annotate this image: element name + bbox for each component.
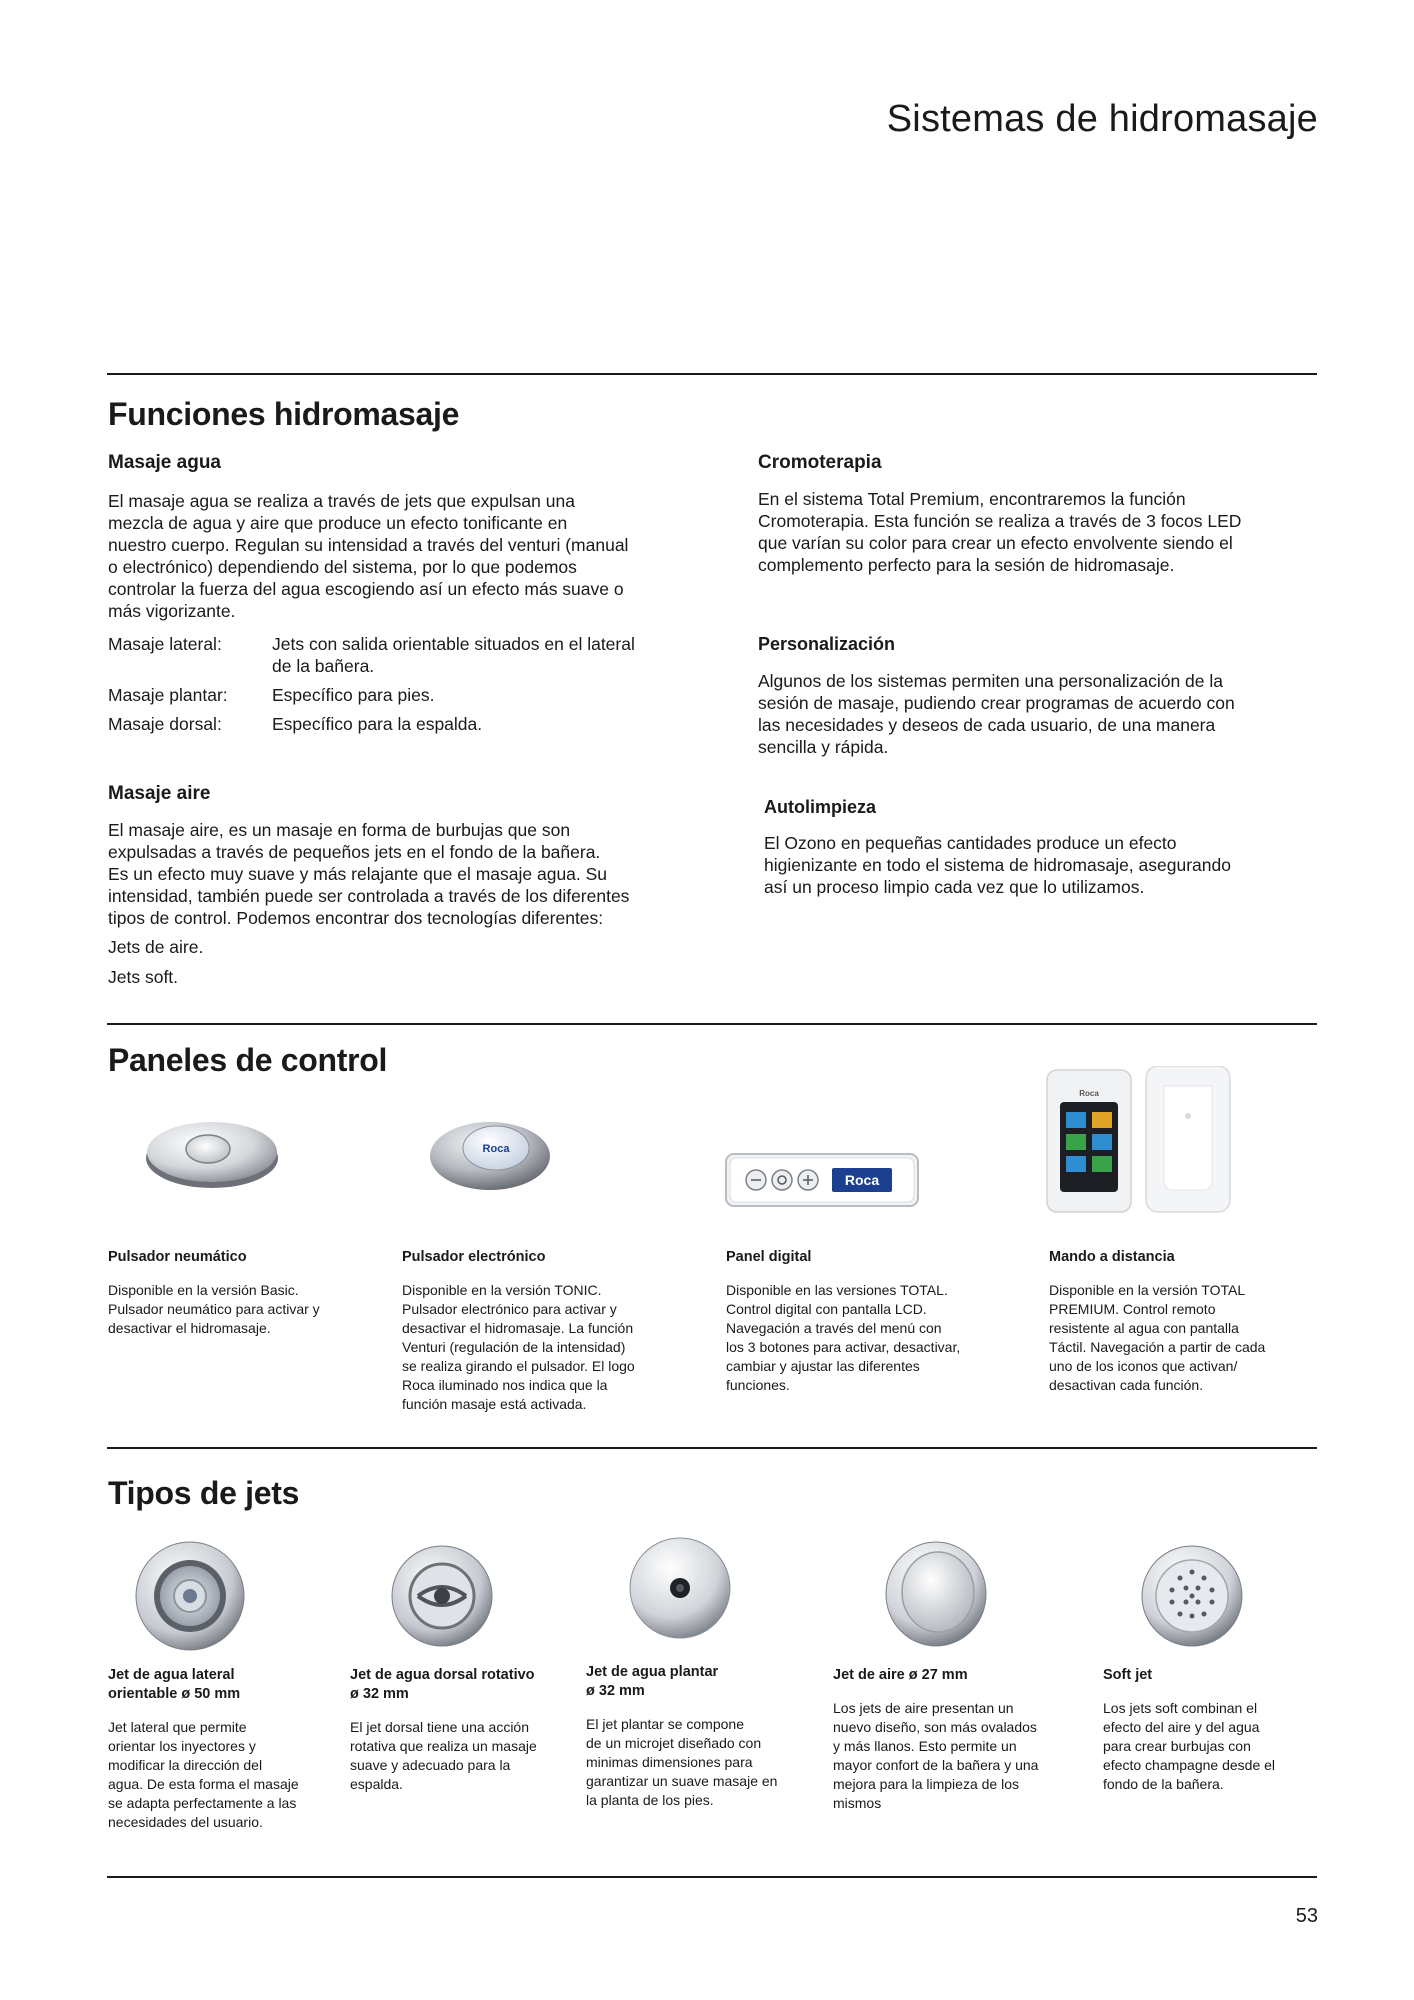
soft-jet-image <box>1140 1540 1244 1652</box>
jet-plantar-image <box>628 1536 732 1640</box>
page-number: 53 <box>1295 1905 1318 1927</box>
panel-description: Disponible en las versiones TOTAL. Control digital con pantalla LCD. Navegación a través del menú con los 3 botones para activar, desactivar, cambiar y ajustar las diferentes funciones. <box>726 1282 961 1393</box>
panel-name: Panel digital <box>726 1249 812 1265</box>
panel-digital-image <box>724 1150 920 1210</box>
personalizacion-block <box>758 634 1318 758</box>
panel-name: Mando a distancia <box>1049 1249 1175 1265</box>
footer-rule <box>107 1876 1317 1878</box>
cromoterapia-text: En el sistema Total Premium, encontraremos la función Cromoterapia. Esta función se realiza a través de 3 focos LED que varían su color para crear un efecto envolvente siendo el complemento perfecto para la sesión de hidromasaje. <box>758 489 1242 575</box>
masaje-plantar-row: Masaje plantar: Específico para pies. <box>108 685 435 705</box>
jet-item <box>1103 1666 1323 1794</box>
pulsador-neumatico-image <box>142 1112 282 1192</box>
jet-description: Los jets de aire presentan un nuevo diseño, son más ovalados y más llanos. Esto permite un mayor confort de la bañera y una mejora para la limpieza de los mismos <box>833 1700 1039 1811</box>
jet-lateral-image <box>134 1540 246 1652</box>
panel-description: Disponible en la versión TONIC. Pulsador electrónico para activar y desactivar el hidromasaje. La función Venturi (regulación de la intensidad) se realiza girando el pulsador. El logo Roca iluminado nos indica que la función masaje está activada. <box>402 1282 635 1412</box>
panel-item <box>1049 1248 1319 1395</box>
heading-personalizacion: Personalización <box>758 634 896 654</box>
panel-item <box>402 1248 672 1414</box>
heading-autolimpieza: Autolimpieza <box>764 797 877 817</box>
jet-item <box>350 1666 580 1794</box>
jet-item <box>586 1663 826 1810</box>
roca-logo: Roca <box>1079 1089 1099 1098</box>
jet-name: Soft jet <box>1103 1667 1153 1683</box>
masaje-dorsal-row: Masaje dorsal: Específico para la espalda. <box>108 714 483 734</box>
heading-masaje-agua: Masaje agua <box>108 452 221 473</box>
jet-name: Jet de agua plantar ø 32 mm <box>586 1664 719 1699</box>
masaje-types-list <box>108 633 708 735</box>
jet-name: Jet de agua dorsal rotativo ø 32 mm <box>350 1667 535 1702</box>
autolimpieza-text: El Ozono en pequeñas cantidades produce un efecto higienizante en todo el sistema de hidromasaje, asegurando así un proceso limpio cada vez que lo utilizamos. <box>764 833 1231 897</box>
jet-name: Jet de agua lateral orientable ø 50 mm <box>108 1667 241 1702</box>
jet-description: El jet dorsal tiene una acción rotativa que realiza un masaje suave y adecuado para la espalda. <box>350 1719 537 1792</box>
heading-cromoterapia: Cromoterapia <box>758 452 882 473</box>
section-title-funciones: Funciones hidromasaje <box>108 396 460 432</box>
roca-logo: Roca <box>844 1172 880 1188</box>
pulsador-electronico-image <box>420 1110 555 1195</box>
masaje-agua-block <box>108 452 708 742</box>
section-rule <box>107 373 1317 375</box>
masaje-lateral-row: Masaje lateral: Jets con salida orientable situados en el lateral de la bañera. <box>108 634 635 676</box>
list-item: Jets soft. <box>108 967 179 987</box>
panel-item <box>726 1248 996 1395</box>
jet-name: Jet de aire ø 27 mm <box>833 1667 968 1683</box>
jet-dorsal-image <box>390 1540 494 1652</box>
panel-name: Pulsador electrónico <box>402 1249 546 1265</box>
heading-masaje-aire: Masaje aire <box>108 783 211 804</box>
panel-name: Pulsador neumático <box>108 1249 247 1265</box>
jet-description: Los jets soft combinan el efecto del aire y del agua para crear burbujas con efecto champagne desde el fondo de la bañera. <box>1103 1700 1276 1792</box>
cromoterapia-block <box>758 452 1318 576</box>
panel-description: Disponible en la versión TOTAL PREMIUM. Control remoto resistente al agua con pantalla Táctil. Navegación a partir de cada uno de los iconos que activan/ desactivan cada función. <box>1049 1282 1266 1393</box>
section-title-jets: Tipos de jets <box>108 1475 300 1511</box>
section-rule <box>107 1447 1317 1449</box>
personalizacion-text: Algunos de los sistemas permiten una personalización de la sesión de masaje, pudiendo crear programas de acuerdo con las necesidades y deseos de cada usuario, de una manera sencilla y rápida. <box>758 671 1235 757</box>
jet-description: Jet lateral que permite orientar los inyectores y modificar la dirección del agua. De esta forma el masaje se adapta perfectamente a las necesidades del usuario. <box>108 1719 299 1830</box>
mando-distancia-image <box>1046 1066 1234 1216</box>
panel-description: Disponible en la versión Basic. Pulsador neumático para activar y desactivar el hidromasaje. <box>108 1282 320 1336</box>
jet-item <box>108 1666 338 1832</box>
page-title: Sistemas de hidromasaje <box>886 98 1318 140</box>
roca-logo: Roca <box>482 1143 510 1155</box>
list-item: Jets de aire. <box>108 937 204 957</box>
autolimpieza-block <box>764 797 1324 898</box>
section-title-paneles: Paneles de control <box>108 1042 388 1078</box>
jet-aire-image <box>884 1538 988 1650</box>
masaje-aire-text: El masaje aire, es un masaje en forma de burbujas que son expulsadas a través de pequeños jets en el fondo de la bañera. Es un efecto muy suave y más relajante que el masaje agua. Su intensidad, también puede ser controlada a través de los diferentes tipos de control. Podemos encontrar dos tecnologías diferentes: <box>108 820 630 928</box>
masaje-aire-block <box>108 783 728 996</box>
jets-aire-list <box>108 936 728 988</box>
panel-item <box>108 1248 358 1338</box>
jet-item <box>833 1666 1073 1813</box>
masaje-agua-text: El masaje agua se realiza a través de jets que expulsan una mezcla de agua y aire que produce un efecto tonificante en nuestro cuerpo. Regulan su intensidad a través del venturi (manual o electrónico) dependiendo del sistema, por lo que podemos controlar la fuerza del agua escogiendo así un efecto más suave o más vigorizante. <box>108 491 629 621</box>
section-rule <box>107 1023 1317 1025</box>
jet-description: El jet plantar se compone de un microjet diseñado con minimas dimensiones para garantizar un suave masaje en la planta de los pies. <box>586 1716 778 1808</box>
